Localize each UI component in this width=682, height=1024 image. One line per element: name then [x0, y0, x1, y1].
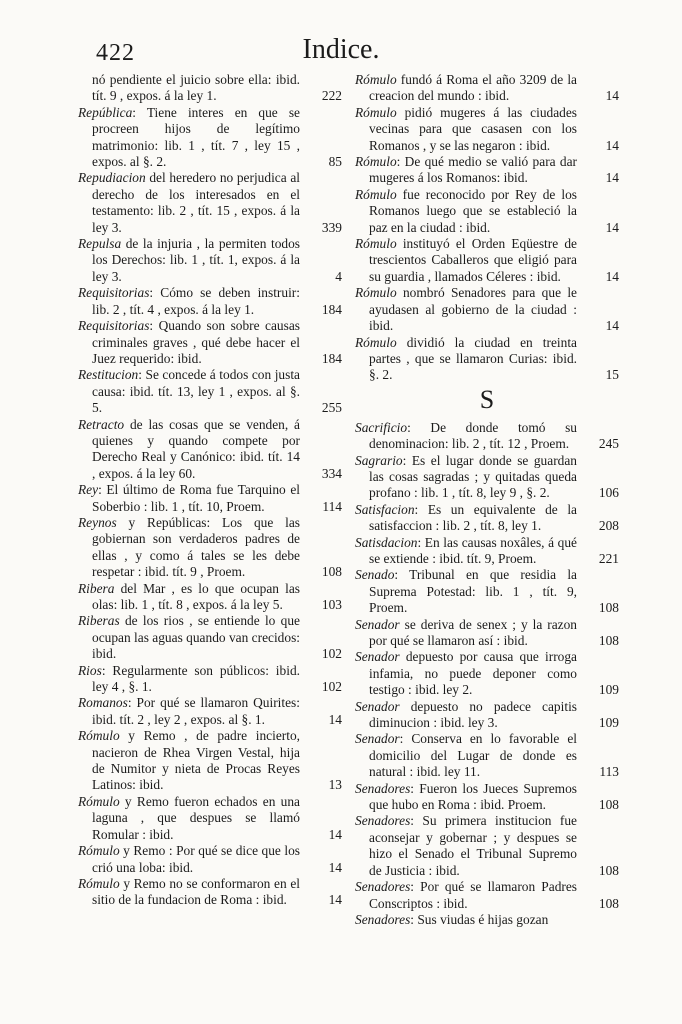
entry-page-number: 109: [598, 715, 619, 731]
entry-text: : Su primera institucion fue aconsejar y gobernar ; y despues se hizo el Senado el Tribunal Supremo de Justicia : ibid.: [369, 813, 577, 878]
entry-text: : En las causas noxâles, á qué se extiende : ibid. tít. 9, Proem.: [369, 534, 577, 566]
entry-page-number: 208: [598, 518, 619, 534]
entry-page-number: 14: [328, 826, 342, 842]
entry-page-number: 13: [328, 777, 342, 793]
entry-term: Rómulo: [355, 154, 397, 170]
entry-term: Senador: [355, 731, 400, 747]
entry-term: Senadores: [355, 813, 411, 829]
entry-text: : Fueron los Jueces Supremos que hubo en Roma : ibid. Proem.: [369, 780, 577, 813]
right-column: [355, 72, 619, 928]
entry-page-number: 108: [598, 600, 619, 616]
entry-text: y Remo fueron echados en una laguna , que despues se llamó Romular : ibid.: [92, 793, 300, 842]
entry-text: : Sus viudas é hijas gozan: [410, 911, 549, 927]
index-entry: [78, 236, 342, 285]
entry-term: Rómulo: [355, 236, 397, 252]
entry-text: : Es un equivalente de la satisfaccion : lib. 2 , tít. 8, ley 1.: [369, 501, 577, 534]
page-title: Indice.: [302, 34, 380, 65]
entry-page-number: 108: [598, 862, 619, 878]
entry-page-number: 85: [328, 154, 342, 170]
entry-page-number: 109: [598, 682, 619, 698]
index-entry: [355, 72, 619, 105]
entry-term: Ribera: [78, 580, 115, 596]
index-entry: [78, 515, 342, 581]
entry-term: Senador: [355, 649, 400, 665]
entry-term: Senado: [355, 567, 395, 583]
entry-term: Retracto: [78, 416, 125, 432]
entry-text: nombró Senadores para que le ayudasen al gobierno de la ciudad : ibid.: [369, 285, 577, 334]
index-entry: [355, 236, 619, 285]
entry-text: de las cosas que se venden, á quienes y quando compete por Derecho Real y Canónico: ibid. tít. 14 , expos. á la ley 60.: [92, 416, 300, 481]
entry-text: : Tribunal en que residia la Suprema Potestad: lib. 1 , tít. 9, Proem.: [369, 567, 577, 616]
entry-page-number: 103: [321, 597, 342, 612]
entry-term: Requisitorias: [78, 318, 150, 334]
entry-text: depuesto por causa que irroga infamia, no puede deponer como testigo : ibid. ley 2.: [369, 649, 577, 698]
entry-term: Sacrificio: [355, 419, 408, 435]
entry-term: Satisdacion: [355, 534, 418, 550]
entry-page-number: 184: [321, 301, 342, 317]
entry-text: instituyó el Orden Eqüestre de trescientos Caballeros que eligió para su guardia , llamados Céleres : ibid.: [369, 236, 577, 284]
entry-text: y Repúblicas: Los que las gobiernan son verdaderos padres de ellas , y como á tales se les debe respetar : ibid. tít. 9 , Proem.: [92, 514, 300, 580]
entry-page-number: 102: [321, 679, 342, 695]
index-entry: [78, 318, 342, 367]
index-entry: [355, 420, 619, 453]
index-entry: [355, 154, 619, 187]
entry-text: : Por qué se llamaron Quirites: ibid. tít. 2 , ley 2 , expos. al §. 1.: [92, 695, 300, 727]
entry-term: Rómulo: [355, 186, 397, 202]
entry-text: : Es el lugar donde se guardan las cosas sagradas ; y quitadas queda profano : lib. 1 , tít. 8, ley 9 , §. 2.: [369, 452, 577, 501]
index-entry: [78, 794, 342, 843]
index-entry: [78, 695, 342, 728]
entry-term: Rómulo: [355, 334, 397, 350]
entry-page-number: 108: [321, 564, 342, 580]
entry-page-number: 14: [328, 892, 342, 908]
entry-term: Senador: [355, 698, 400, 714]
entry-text: y Remo , de padre incierto, nacieron de Rhea Virgen Vestal, hija de Numitor y nieta de Procas Reyes Latinos: ibid.: [92, 728, 300, 793]
entry-page-number: 221: [598, 550, 619, 566]
entry-text: : El último de Roma fue Tarquino el Soberbio : lib. 1 , tít. 10, Proem.: [92, 482, 300, 514]
entry-page-number: 245: [598, 436, 619, 452]
entry-text: del Mar , es lo que ocupan las olas: lib. 1 , tít. 8 , expos. á la ley 5.: [92, 580, 300, 612]
entry-term: Sagrario: [355, 452, 403, 468]
index-entry: [355, 105, 619, 154]
entry-term: Rómulo: [355, 104, 397, 120]
entry-text: : Quando son sobre causas criminales graves , qué debe hacer el Juez requerido: ibid.: [92, 318, 300, 366]
index-entry: [78, 613, 342, 662]
entry-term: República: [78, 104, 133, 120]
entry-page-number: 14: [605, 268, 619, 284]
entry-page-number: 14: [605, 170, 619, 186]
entry-term: Rómulo: [78, 728, 120, 744]
entry-page-number: 14: [605, 88, 619, 104]
entry-text: de la injuria , la permiten todos los Derechos: lib. 1 , tít. 1, expos. á la ley 3.: [92, 236, 300, 284]
index-entry: [355, 535, 619, 568]
entry-term: Restitucion: [78, 367, 139, 383]
entry-term: Senadores: [355, 780, 411, 796]
entry-term: Rómulo: [78, 793, 120, 809]
index-entry: [355, 187, 619, 236]
page-number: 422: [96, 40, 135, 66]
entry-page-number: 184: [321, 350, 342, 366]
index-entry: [355, 617, 619, 650]
entry-page-number: 14: [605, 219, 619, 235]
index-entry: [355, 731, 619, 780]
entry-page-number: 334: [321, 465, 342, 481]
entry-text: de los rios , se entiende lo que ocupan las aguas quando van crecidos: ibid.: [92, 613, 300, 662]
entry-page-number: 4: [335, 268, 342, 284]
page-header: [0, 34, 682, 74]
index-entry: [355, 879, 619, 912]
section-letter: S: [479, 384, 495, 414]
entry-text: fue reconocido por Rey de los Romanos luego que se estableció la paz en la ciudad : ibid.: [369, 186, 577, 235]
entry-text: del heredero no perjudica al derecho de los interesados en el testamento: lib. 2 , tít. 15 , expos. á la ley 3.: [92, 170, 300, 235]
entry-term: Riberas: [78, 613, 120, 629]
index-entry: [355, 285, 619, 334]
entry-term: Rómulo: [355, 285, 397, 301]
entry-term: Senadores: [355, 911, 411, 927]
entry-term: Repudiacion: [78, 170, 146, 186]
index-entry: [78, 728, 342, 794]
entry-term: Satisfacion: [355, 501, 415, 517]
entry-page-number: 102: [321, 646, 342, 662]
entry-term: Rómulo: [78, 875, 120, 891]
entry-term: Senador: [355, 616, 400, 632]
entry-text: fundó á Roma el año 3209 de la creacion del mundo : ibid.: [369, 72, 577, 104]
entry-page-number: 14: [605, 318, 619, 334]
entry-text: pidió mugeres á las ciudades vecinas para que casasen con los Romanos , y se las negaron : ibid.: [369, 104, 577, 153]
entry-text: y Remo no se conformaron en el sitio de la fundacion de Roma : ibid.: [92, 875, 300, 908]
entry-text: y Remo : Por qué se dice que los crió una loba: ibid.: [92, 843, 300, 875]
entry-page-number: 108: [598, 895, 619, 911]
index-entry: [78, 285, 342, 318]
entry-term: Requisitorias: [78, 285, 150, 301]
entry-text: : Se concede á todos con justa causa: ibid. tít. 13, ley 1 , expos. al §. 5.: [92, 367, 300, 416]
left-column: [78, 72, 342, 909]
index-entry: [355, 453, 619, 502]
index-entry: [78, 843, 342, 876]
index-entry: [78, 72, 342, 105]
entry-page-number: 113: [599, 764, 619, 780]
index-entry: [355, 813, 619, 879]
entry-page-number: 222: [321, 88, 342, 104]
index-entry: [78, 105, 342, 171]
entry-text: se deriva de senex ; y la razon por qué se llamaron así : ibid.: [369, 616, 577, 648]
index-entry: [78, 581, 342, 614]
entry-text: : Conserva en lo favorable el domicilio del Lugar de donde es natural : ibid. ley 11.: [369, 731, 577, 780]
entry-page-number: 339: [321, 219, 342, 235]
entry-page-number: 108: [598, 633, 619, 648]
entry-term: Reynos: [78, 514, 117, 530]
index-entry: [355, 912, 619, 928]
entry-page-number: 15: [605, 367, 619, 383]
entry-page-number: 14: [328, 711, 342, 727]
entry-text: : Cómo se deben instruir: lib. 2 , tít. 4 , expos. á la ley 1.: [92, 285, 300, 317]
entry-page-number: 255: [321, 400, 342, 416]
index-entry: [78, 663, 342, 696]
index-entry: [78, 417, 342, 483]
entry-term: Rey: [78, 482, 99, 498]
entry-term: Rómulo: [355, 72, 397, 87]
index-entry: [78, 482, 342, 515]
entry-term: Repulsa: [78, 236, 122, 252]
entry-text: : De qué medio se valió para dar mugeres á los Romanos: ibid.: [369, 154, 577, 186]
entry-page-number: 106: [598, 485, 619, 501]
entry-text: : Tiene interes en que se procreen hijos de legítimo matrimonio: lib. 1 , tít. 7 , ley 15 , expos. al §. 2.: [92, 104, 300, 170]
entry-text: dividió la ciudad en treinta partes , que se llamaron Curias: ibid. §. 2.: [369, 334, 577, 383]
entry-term: Rios: [78, 662, 102, 678]
entry-term: Rómulo: [78, 843, 120, 859]
index-entry: [355, 335, 619, 384]
entry-term: Senadores: [355, 879, 411, 895]
entry-page-number: 14: [605, 137, 619, 153]
index-entry: [78, 367, 342, 416]
index-entry: [355, 781, 619, 814]
entry-text: : Regularmente son públicos: ibid. ley 4 , §. 1.: [92, 662, 300, 695]
index-entry: [355, 502, 619, 535]
entry-page-number: 108: [598, 797, 619, 813]
entry-text: depuesto no padece capitis diminucion : ibid. ley 3.: [369, 698, 577, 731]
index-entry: [78, 876, 342, 909]
entry-text: : Por qué se llamaron Padres Conscriptos : ibid.: [369, 879, 577, 911]
entry-text: : De donde tomó su denominacion: lib. 2 , tít. 12 , Proem.: [369, 419, 577, 452]
index-entry: [355, 699, 619, 732]
index-entry: [355, 649, 619, 698]
entry-text: nó pendiente el juicio sobre ella: ibid. tít. 9 , expos. á la ley 1.: [92, 72, 300, 104]
entry-page-number: 114: [322, 498, 342, 514]
entry-page-number: 14: [328, 859, 342, 875]
index-entry: [355, 567, 619, 616]
entry-term: Romanos: [78, 695, 128, 711]
index-entry: [78, 170, 342, 236]
